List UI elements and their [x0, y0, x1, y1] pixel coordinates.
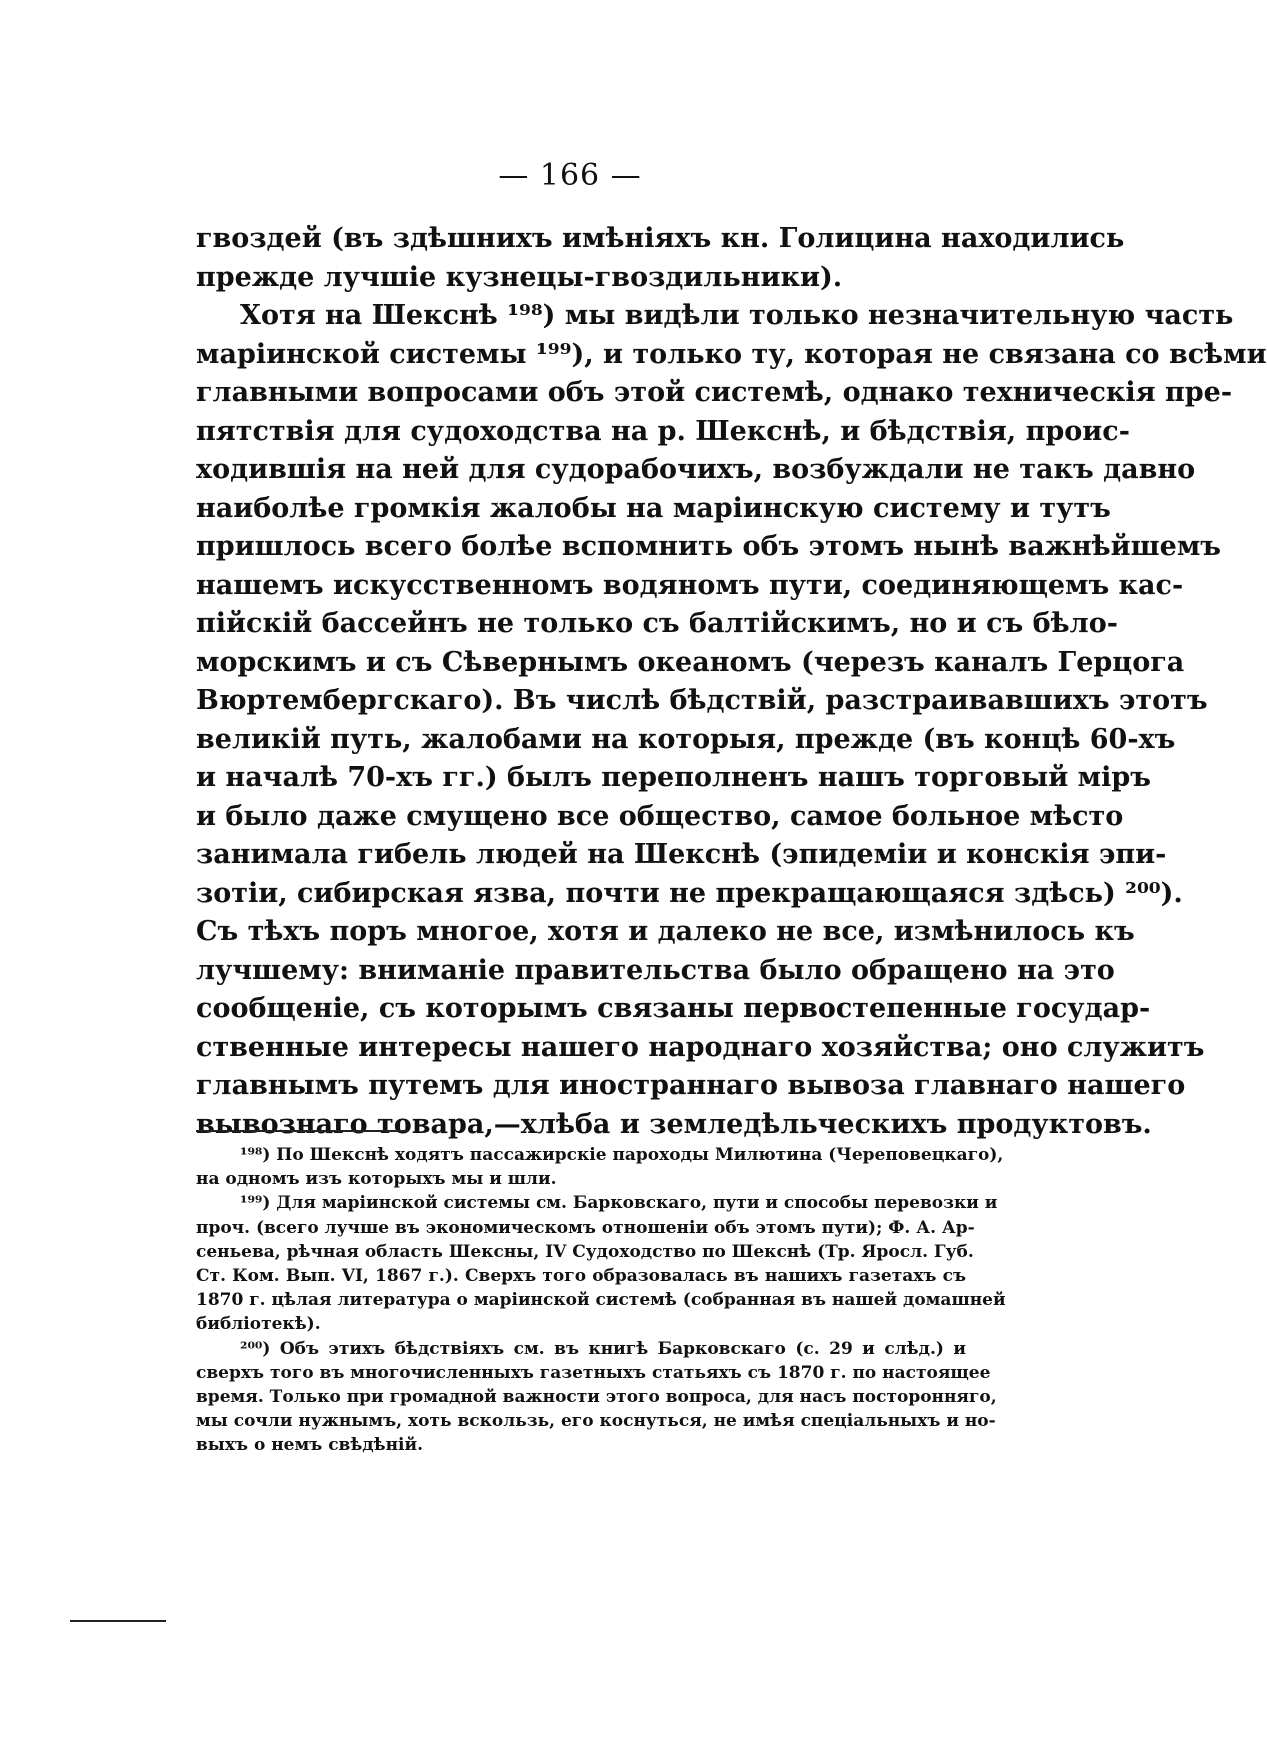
body-line: и было даже смущено все общество, самое больное мѣсто	[196, 800, 1124, 832]
footnote-line: проч. (всего лучше въ экономическомъ отношеніи объ этомъ пути); Ф. А. Ар-	[196, 1217, 975, 1238]
footnote-line: сеньева, рѣчная область Шексны, IV Судоходство по Шекснѣ (Тр. Яросл. Губ.	[196, 1241, 974, 1262]
body-line: наиболѣе громкія жалобы на маріинскую систему и тутъ	[196, 492, 1111, 524]
body-line: главнымъ путемъ для иностраннаго вывоза главнаго нашего	[196, 1070, 1186, 1101]
body-text	[196, 220, 1267, 1144]
body-line: и началѣ 70-хъ гг.) былъ переполненъ нашъ торговый міръ	[196, 762, 1151, 793]
footnotes	[196, 1143, 1006, 1457]
footnote-line: время. Только при громадной важности этого вопроса, для насъ посторонняго,	[196, 1386, 997, 1407]
body-line: гвоздей (въ здѣшнихъ имѣніяхъ кн. Голицина находились	[196, 223, 1125, 254]
footnote-line: ¹⁹⁸) По Шекснѣ ходятъ пассажирскіе пароходы Милютина (Череповецкаго),	[240, 1145, 1004, 1165]
body-line: маріинской системы ¹⁹⁹), и только ту, которая не связана со всѣми	[196, 338, 1267, 370]
footnote-line: Ст. Ком. Вып. VI, 1867 г.). Сверхъ того образовалась въ нашихъ газетахъ съ	[196, 1265, 966, 1286]
body-line: Хотя на Шекснѣ ¹⁹⁸) мы видѣли только незначительную часть	[240, 300, 1234, 331]
body-line: великій путь, жалобами на которыя, прежде (въ концѣ 60-хъ	[196, 723, 1176, 755]
footnote-divider	[196, 1130, 408, 1132]
body-line: Вюртембергскаго). Въ числѣ бѣдствій, разстраивавшихъ этотъ	[196, 685, 1208, 716]
footnote-line: сверхъ того въ многочисленныхъ газетныхъ статьяхъ съ 1870 г. по настоящее	[196, 1362, 991, 1383]
footnote-line: библіотекѣ).	[196, 1314, 321, 1335]
body-line: морскимъ и съ Сѣвернымъ океаномъ (черезъ каналъ Герцога	[196, 646, 1185, 678]
body-line: сообщеніе, съ которымъ связаны первостепенные государ-	[196, 993, 1151, 1024]
body-line: пришлось всего болѣе вспомнить объ этомъ нынѣ важнѣйшемъ	[196, 531, 1222, 562]
bottom-margin-rule	[70, 1620, 166, 1622]
body-line: Съ тѣхъ поръ многое, хотя и далеко не все, измѣнилось къ	[196, 916, 1135, 947]
footnote-line: ²⁰⁰) Объ этихъ бѣдствіяхъ см. въ книгѣ Барковскаго (с. 29 и слѣд.) и	[240, 1338, 966, 1359]
body-line: нашемъ искусственномъ водяномъ пути, соединяющемъ кас-	[196, 569, 1184, 601]
page-number: — 166 —	[498, 158, 642, 193]
footnote-line: ¹⁹⁹) Для маріинской системы см. Барковскаго, пути и способы перевозки и	[240, 1193, 998, 1214]
body-line: зотіи, сибирская язва, почти не прекращающаяся здѣсь) ²⁰⁰).	[196, 877, 1183, 909]
body-line: ственные интересы нашего народнаго хозяйства; оно служитъ	[196, 1031, 1205, 1063]
footnote-line: мы сочли нужнымъ, хоть вскользь, его коснуться, не имѣя спеціальныхъ и но-	[196, 1411, 996, 1432]
body-line: лучшему: вниманіе правительства было обращено на это	[196, 954, 1115, 986]
footnote-line: выхъ о немъ свѣдѣній.	[196, 1435, 424, 1456]
body-line: пійскій бассейнъ не только съ балтійскимъ, но и съ бѣло-	[196, 608, 1118, 639]
body-line: прежде лучшіе кузнецы-гвоздильники).	[196, 261, 843, 293]
body-line: пятствія для судоходства на р. Шекснѣ, и бѣдствія, проис-	[196, 415, 1130, 447]
body-line: ходившія на ней для судорабочихъ, возбуждали не такъ давно	[196, 454, 1196, 485]
footnote-line: на одномъ изъ которыхъ мы и шли.	[196, 1169, 557, 1190]
body-line: занимала гибель людей на Шекснѣ (эпидеміи и конскія эпи-	[196, 839, 1167, 870]
footnote-line: 1870 г. цѣлая литература о маріинской системѣ (собранная въ нашей домашней	[196, 1290, 1006, 1311]
body-line: главными вопросами объ этой системѣ, однако техническія пре-	[196, 377, 1233, 408]
body-line: вывознаго товара,—хлѣба и земледѣльческихъ продуктовъ.	[196, 1108, 1152, 1140]
